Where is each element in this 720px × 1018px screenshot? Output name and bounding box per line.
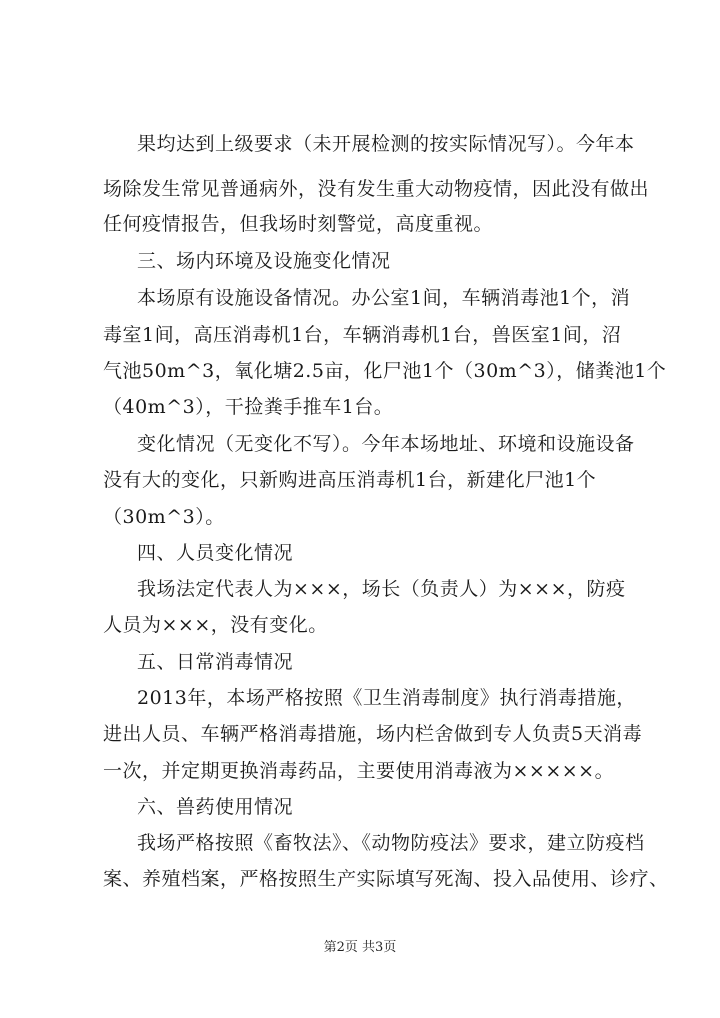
text-line: 人员为×××，没有变化。: [103, 614, 328, 636]
text-line: 没有大的变化，只新购进高压消毒机1台，新建化尸池1个: [103, 469, 597, 491]
text-line: 本场原有设施设备情况。办公室1间，车辆消毒池1个，消: [137, 287, 631, 309]
section-heading: 六、兽药使用情况: [137, 796, 294, 818]
text-line: 果均达到上级要求（未开展检测的按实际情况写）。今年本: [137, 133, 635, 155]
section-heading: 三、场内环境及设施变化情况: [137, 250, 391, 272]
text-line: （40m^3），干捡粪手推车1台。: [103, 396, 394, 418]
text-line: 毒室1间，高压消毒机1台，车辆消毒机1台，兽医室1间，沼: [103, 324, 622, 346]
text-line: 进出人员、车辆严格消毒措施，场内栏舍做到专人负责5天消毒: [103, 723, 643, 745]
page-number-footer: 第2页 共3页: [323, 940, 397, 955]
text-line: 任何疫情报告，但我场时刻警觉，高度重视。: [103, 213, 494, 235]
section-heading: 五、日常消毒情况: [137, 651, 294, 673]
text-line: 2013年，本场严格按照《卫生消毒制度》执行消毒措施，: [137, 687, 636, 709]
section-heading: 四、人员变化情况: [137, 542, 294, 564]
text-line: 场除发生常见普通病外，没有发生重大动物疫情，因此没有做出: [103, 178, 650, 200]
text-line: 气池50m^3，氧化塘2.5亩，化尸池1个（30m^3），储粪池1个: [103, 360, 667, 382]
text-line: 变化情况（无变化不写）。今年本场地址、环境和设施设备: [137, 433, 635, 455]
text-line: 我场法定代表人为×××，场长（负责人）为×××，防疫: [137, 578, 626, 600]
text-line: 一次，并定期更换消毒药品，主要使用消毒液为×××××。: [103, 760, 615, 782]
text-line: （30m^3）。: [103, 506, 225, 528]
text-line: 案、养殖档案，严格按照生产实际填写死淘、投入品使用、诊疗、: [103, 868, 669, 890]
text-line: 我场严格按照《畜牧法》、《动物防疫法》要求，建立防疫档: [137, 832, 645, 854]
